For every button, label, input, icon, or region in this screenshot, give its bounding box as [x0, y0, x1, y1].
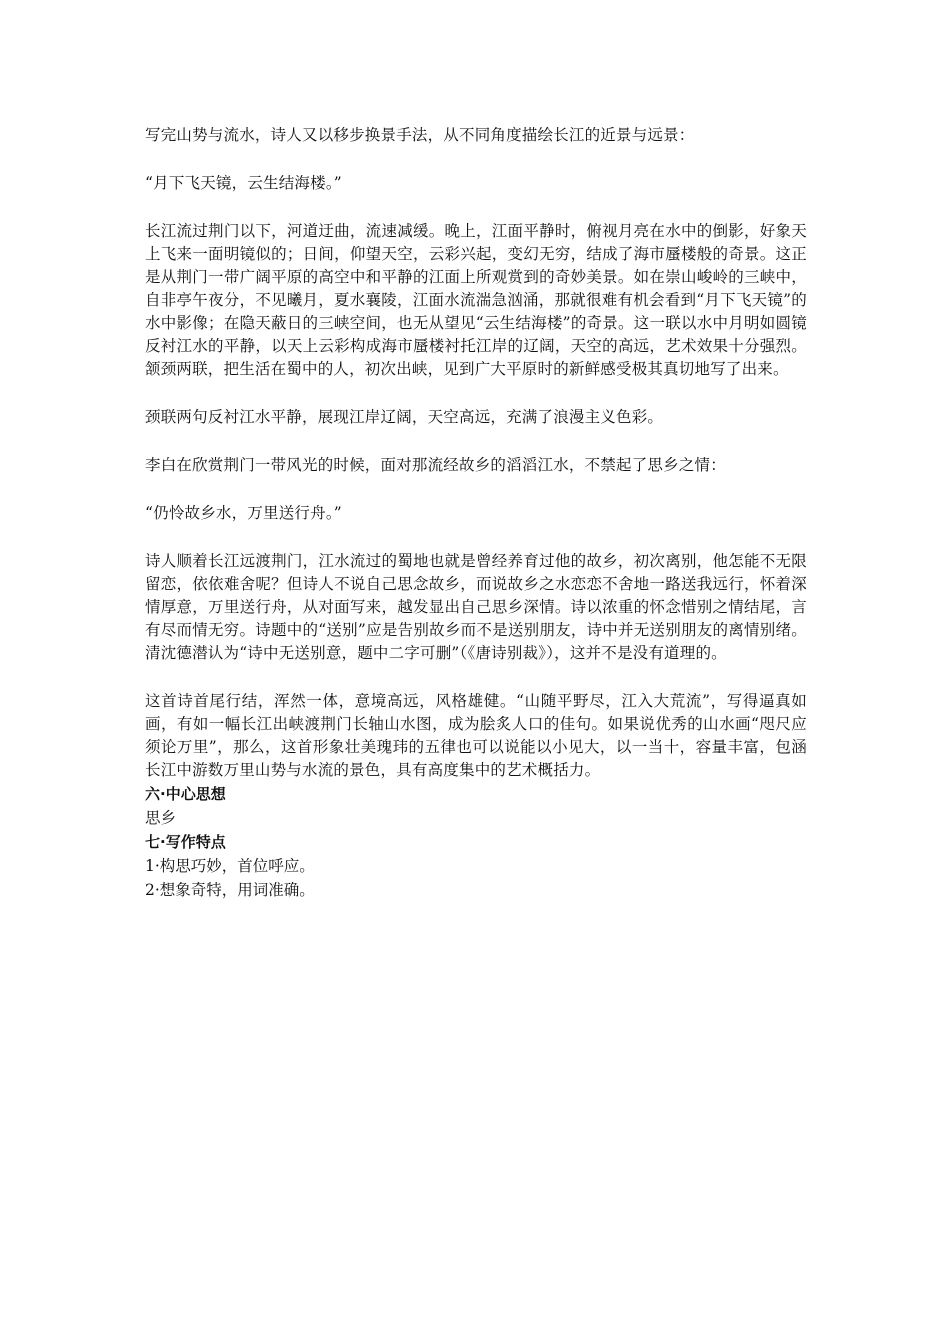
- central-idea-text: 思乡: [145, 809, 177, 827]
- writing-feature-item: 2·想象奇特，用词准确。: [145, 881, 315, 899]
- paragraph-summary: 这首诗首尾行结，浑然一体，意境高远，风格雄健。“山随平野尽，江入大荒流”，写得逼真如画，有如一幅长江出峡渡荆门长轴山水图，成为脍炙人口的佳句。如果说优秀的山水画“咫尺应须论万里”，那么，这首形象壮美瑰玮的五律也可以说能以小见大，以一当十，容量丰富，包涵长江中游数万里山势与水流的景色，具有高度集中的艺术概括力。: [145, 692, 807, 779]
- quote-line-2: “仍怜故乡水，万里送行舟。”: [145, 504, 342, 522]
- section-heading-central-idea: 六·中心思想: [145, 785, 226, 803]
- section-heading-writing-features: 七·写作特点: [145, 833, 226, 851]
- document-page: [145, 124, 807, 902]
- paragraph-neck-couplet: 颈联两句反衬江水平静，展现江岸辽阔，天空高远，充满了浪漫主义色彩。: [145, 408, 664, 426]
- paragraph-moon-mirror: 长江流过荆门以下，河道迂曲，流速减缓。晚上，江面平静时，俯视月亮在水中的倒影，好象天上飞来一面明镜似的；日间，仰望天空，云彩兴起，变幻无穷，结成了海市蜃楼般的奇景。这正是从荆门一带广阔平原的高空中和平静的江面上所观赏到的奇妙美景。如在崇山峻岭的三峡中，自非亭午夜分，不见曦月，夏水襄陵，江面水流湍急汹涌，那就很难有机会看到“月下飞天镜”的水中影像；在隐天蔽日的三峡空间，也无从望见“云生结海楼”的奇景。这一联以水中月明如圆镜反衬江水的平静，以天上云彩构成海市蜃楼衬托江岸的辽阔，天空的高远，艺术效果十分强烈。颔颈两联，把生活在蜀中的人，初次出峡，见到广大平原时的新鲜感受极其真切地写了出来。: [145, 222, 807, 378]
- writing-feature-item: 1·构思巧妙，首位呼应。: [145, 857, 315, 875]
- paragraph-intro: 写完山势与流水，诗人又以移步换景手法，从不同角度描绘长江的近景与远景：: [145, 126, 695, 144]
- paragraph-homesick: 李白在欣赏荆门一带风光的时候，面对那流经故乡的滔滔江水，不禁起了思乡之情：: [145, 456, 726, 474]
- quote-line-1: “月下飞天镜，云生结海楼。”: [145, 174, 342, 192]
- paragraph-farewell: 诗人顺着长江远渡荆门，江水流过的蜀地也就是曾经养育过他的故乡，初次离别，他怎能不无限留恋，依依难舍呢？但诗人不说自己思念故乡，而说故乡之水恋恋不舍地一路送我远行，怀着深情厚意，万里送行舟，从对面写来，越发显出自己思乡深情。诗以浓重的怀念惜别之情结尾，言有尽而情无穷。诗题中的“送别”应是告别故乡而不是送别朋友，诗中并无送别朋友的离情别绪。清沈德潜认为“诗中无送别意，题中二字可删”（《唐诗别裁》），这并不是没有道理的。: [145, 552, 807, 662]
